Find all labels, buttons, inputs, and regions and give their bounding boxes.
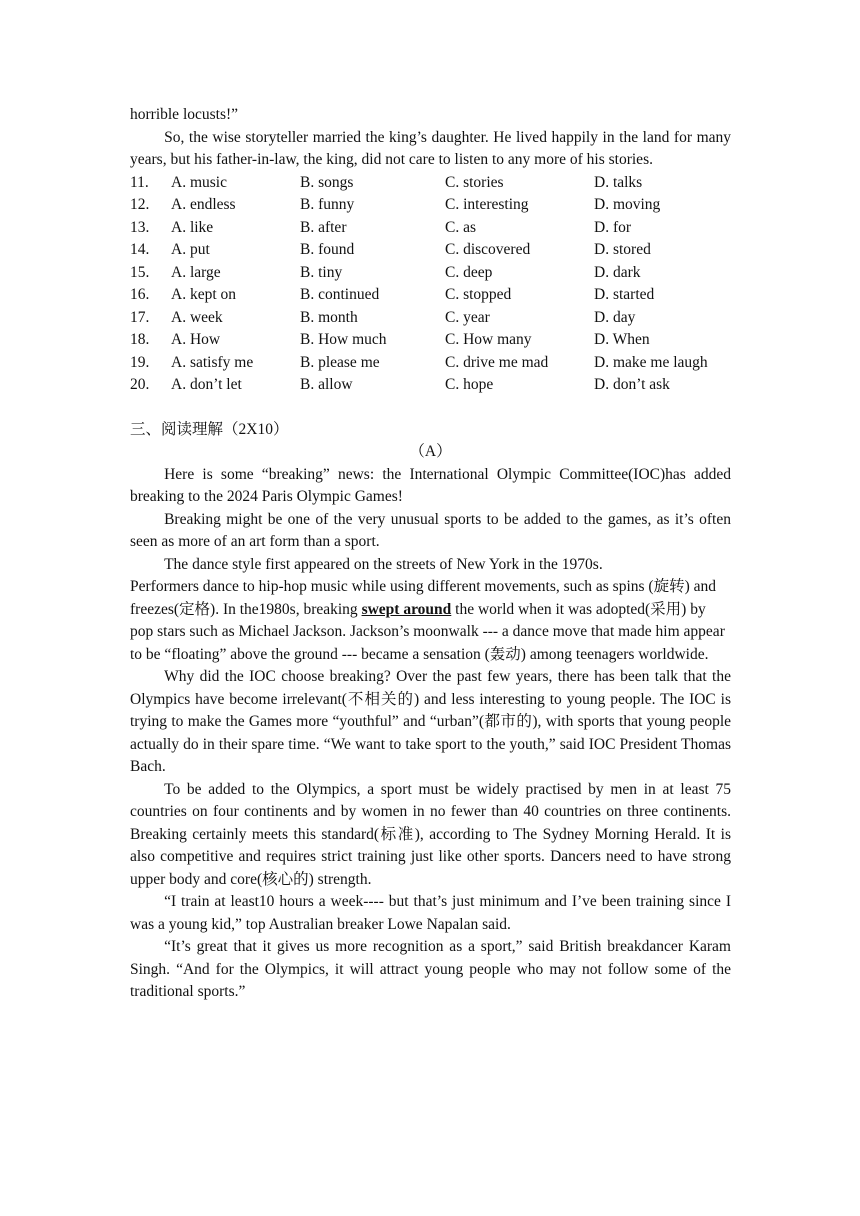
option-a: A. How	[171, 331, 221, 348]
option-a: A. satisfy me	[171, 353, 254, 371]
option-a: A. don’t let	[171, 376, 242, 393]
option-b: B. please me	[300, 353, 380, 371]
option-c: C. as	[445, 218, 476, 236]
passage-text: the world when it was adopted(采用) by pop stars such as Michael Jackson. Jackson’s moonwalk --- a dance move that made him appear to be “floating” above the ground --- became a sensation (轰动) among teenagers worldwide.	[130, 600, 725, 663]
option-b: B. songs	[300, 173, 354, 191]
option-d: D. talks	[594, 173, 643, 191]
option-d: D. stored	[594, 241, 651, 258]
option-c: C. year	[445, 308, 490, 326]
question-number: 17.	[130, 308, 150, 326]
option-a: A. music	[171, 173, 227, 191]
question-number: 11.	[130, 173, 149, 191]
option-d: D. started	[594, 286, 655, 303]
option-a: A. week	[171, 308, 223, 326]
option-d: D. for	[594, 218, 632, 236]
option-row	[130, 284, 731, 307]
passage-paragraph-7: “It’s great that it gives us more recognition as a sport,” said British breakdancer Karam Singh. “And for the Olympics, it will attract young people who may not follow some of the traditional sports.”	[130, 938, 731, 1000]
option-row	[130, 352, 731, 375]
option-b: B. found	[300, 241, 355, 258]
question-number: 14.	[130, 241, 150, 258]
option-c: C. hope	[445, 376, 494, 393]
option-row	[130, 239, 731, 262]
question-number: 19.	[130, 353, 150, 371]
option-d: D. moving	[594, 196, 661, 213]
page-content	[130, 104, 731, 1004]
passage-paragraph-4: Why did the IOC choose breaking? Over the past few years, there has been talk that the Olympics have become irrelevant(不相关的) and less interesting to young people. The IOC is trying to make the Games more “youthful” and “urban”(都市的), with sports that young people actually do in their spare time. “We want to take sport to the youth,” said IOC President Thomas Bach.	[130, 668, 731, 775]
option-a: A. kept on	[171, 286, 237, 303]
question-number: 18.	[130, 331, 150, 348]
question-number: 16.	[130, 286, 150, 303]
option-row	[130, 217, 731, 240]
passage-text: Performers dance to hip-hop music while using different movements, such as spins (旋转) and freezes(定格). In the1980s, breaking	[130, 578, 717, 618]
option-row	[130, 307, 731, 330]
option-d: D. make me laugh	[594, 353, 708, 371]
passage-paragraph-6: “I train at least10 hours a week---- but that’s just minimum and I’ve been training since I was a young kid,” top Australian breaker Lowe Napalan said.	[130, 893, 731, 933]
answer-options	[130, 172, 731, 397]
option-c: C. stories	[445, 173, 504, 191]
passage-paragraph-1: Here is some “breaking” news: the International Olympic Committee(IOC)has added breaking to the 2024 Paris Olympic Games!	[130, 465, 731, 505]
passage-label: （A）	[409, 443, 452, 460]
option-b: B. after	[300, 218, 347, 236]
option-a: A. endless	[171, 196, 236, 213]
option-c: C. deep	[445, 263, 493, 281]
option-row	[130, 194, 731, 217]
option-row	[130, 262, 731, 285]
option-a: A. like	[171, 218, 214, 236]
option-b: B. How much	[300, 331, 387, 348]
option-c: C. stopped	[445, 286, 512, 303]
passage-paragraph-5: To be added to the Olympics, a sport must be widely practised by men in at least 75 countries on four continents and by women in no fewer than 40 countries on three continents. Breaking certainly meets this standard(标准), according to The Sydney Morning Herald. It is also competitive and requires strict training just like other sports. Dancers need to have strong upper body and core(核心的) strength.	[130, 780, 731, 888]
option-c: C. drive me mad	[445, 353, 549, 371]
passage-paragraph-3-line: The dance style first appeared on the streets of New York in the 1970s.	[164, 555, 603, 573]
story-ending-paragraph: So, the wise storyteller married the king’s daughter. He lived happily in the land for many years, but his father-in-law, the king, did not care to listen to any more of his stories.	[130, 128, 731, 168]
option-b: B. tiny	[300, 263, 343, 281]
option-row	[130, 329, 731, 352]
question-number: 13.	[130, 218, 150, 236]
option-b: B. funny	[300, 196, 355, 213]
option-a: A. put	[171, 241, 210, 258]
option-d: D. dark	[594, 263, 641, 281]
section-heading: 三、阅读理解（2X10）	[130, 420, 289, 438]
option-d: D. When	[594, 331, 650, 348]
passage-paragraph-2: Breaking might be one of the very unusual sports to be added to the games, as it’s often seen as more of an art form than a sport.	[130, 510, 731, 550]
option-d: D. day	[594, 308, 636, 326]
option-c: C. discovered	[445, 241, 531, 258]
passage-paragraph-3	[130, 576, 731, 666]
option-row	[130, 374, 731, 397]
question-number: 12.	[130, 196, 150, 213]
option-c: C. interesting	[445, 196, 529, 213]
question-number: 15.	[130, 263, 150, 281]
option-c: C. How many	[445, 331, 532, 348]
underlined-phrase: swept around	[361, 600, 452, 618]
option-a: A. large	[171, 263, 221, 281]
story-ending-line: horrible locusts!”	[130, 106, 239, 123]
option-b: B. month	[300, 308, 358, 326]
question-number: 20.	[130, 376, 150, 393]
option-b: B. continued	[300, 286, 380, 303]
option-row	[130, 172, 731, 195]
option-d: D. don’t ask	[594, 376, 670, 393]
option-b: B. allow	[300, 376, 353, 393]
